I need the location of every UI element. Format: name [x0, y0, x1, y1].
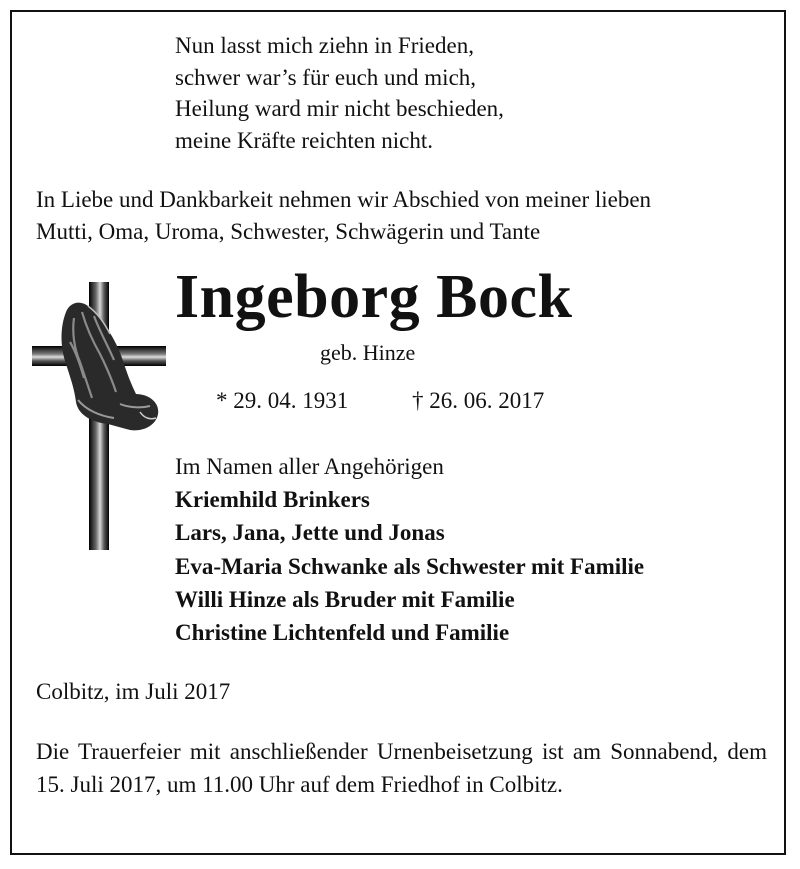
birth-date: * 29. 04. 1931 [216, 388, 349, 413]
poem-line: meine Kräfte reichten nicht. [175, 127, 433, 153]
intro-line: In Liebe und Dankbarkeit nehmen wir Abschied von meiner lieben [36, 187, 652, 212]
family-intro: Im Namen aller Angehörigen [175, 454, 444, 479]
poem-line: Heilung ward mir nicht beschieden, [175, 96, 504, 121]
family-member: Kriemhild Brinkers [175, 487, 370, 513]
family-member: Eva-Maria Schwanke als Schwester mit Familie [175, 553, 645, 579]
poem-line: Nun lasst mich ziehn in Frieden, [175, 33, 474, 58]
death-date: † 26. 06. 2017 [412, 388, 545, 413]
life-dates [216, 388, 545, 414]
cross-with-praying-hands-icon [30, 282, 170, 557]
intro-text [36, 184, 651, 248]
poem [175, 30, 504, 156]
family-member: Christine Lichtenfeld und Familie [175, 620, 510, 646]
poem-line: schwer war’s für euch und mich, [175, 64, 477, 90]
family-member: Willi Hinze als Bruder mit Familie [175, 586, 515, 612]
birth-name: geb. Hinze [320, 340, 416, 365]
family-member: Lars, Jana, Jette und Jonas [175, 520, 445, 546]
service-info: Die Trauerfeier mit anschließender Urnenbeisetzung ist am Sonnabend, dem 15. Juli 2017, um 11.00 Uhr auf dem Friedhof in Colbitz. [36, 739, 767, 797]
deceased-name: Ingeborg Bock [175, 263, 573, 331]
intro-line: Mutti, Oma, Uroma, Schwester, Schwägerin und Tante [36, 219, 541, 244]
family-list [175, 450, 644, 649]
place-date: Colbitz, im Juli 2017 [36, 679, 231, 704]
